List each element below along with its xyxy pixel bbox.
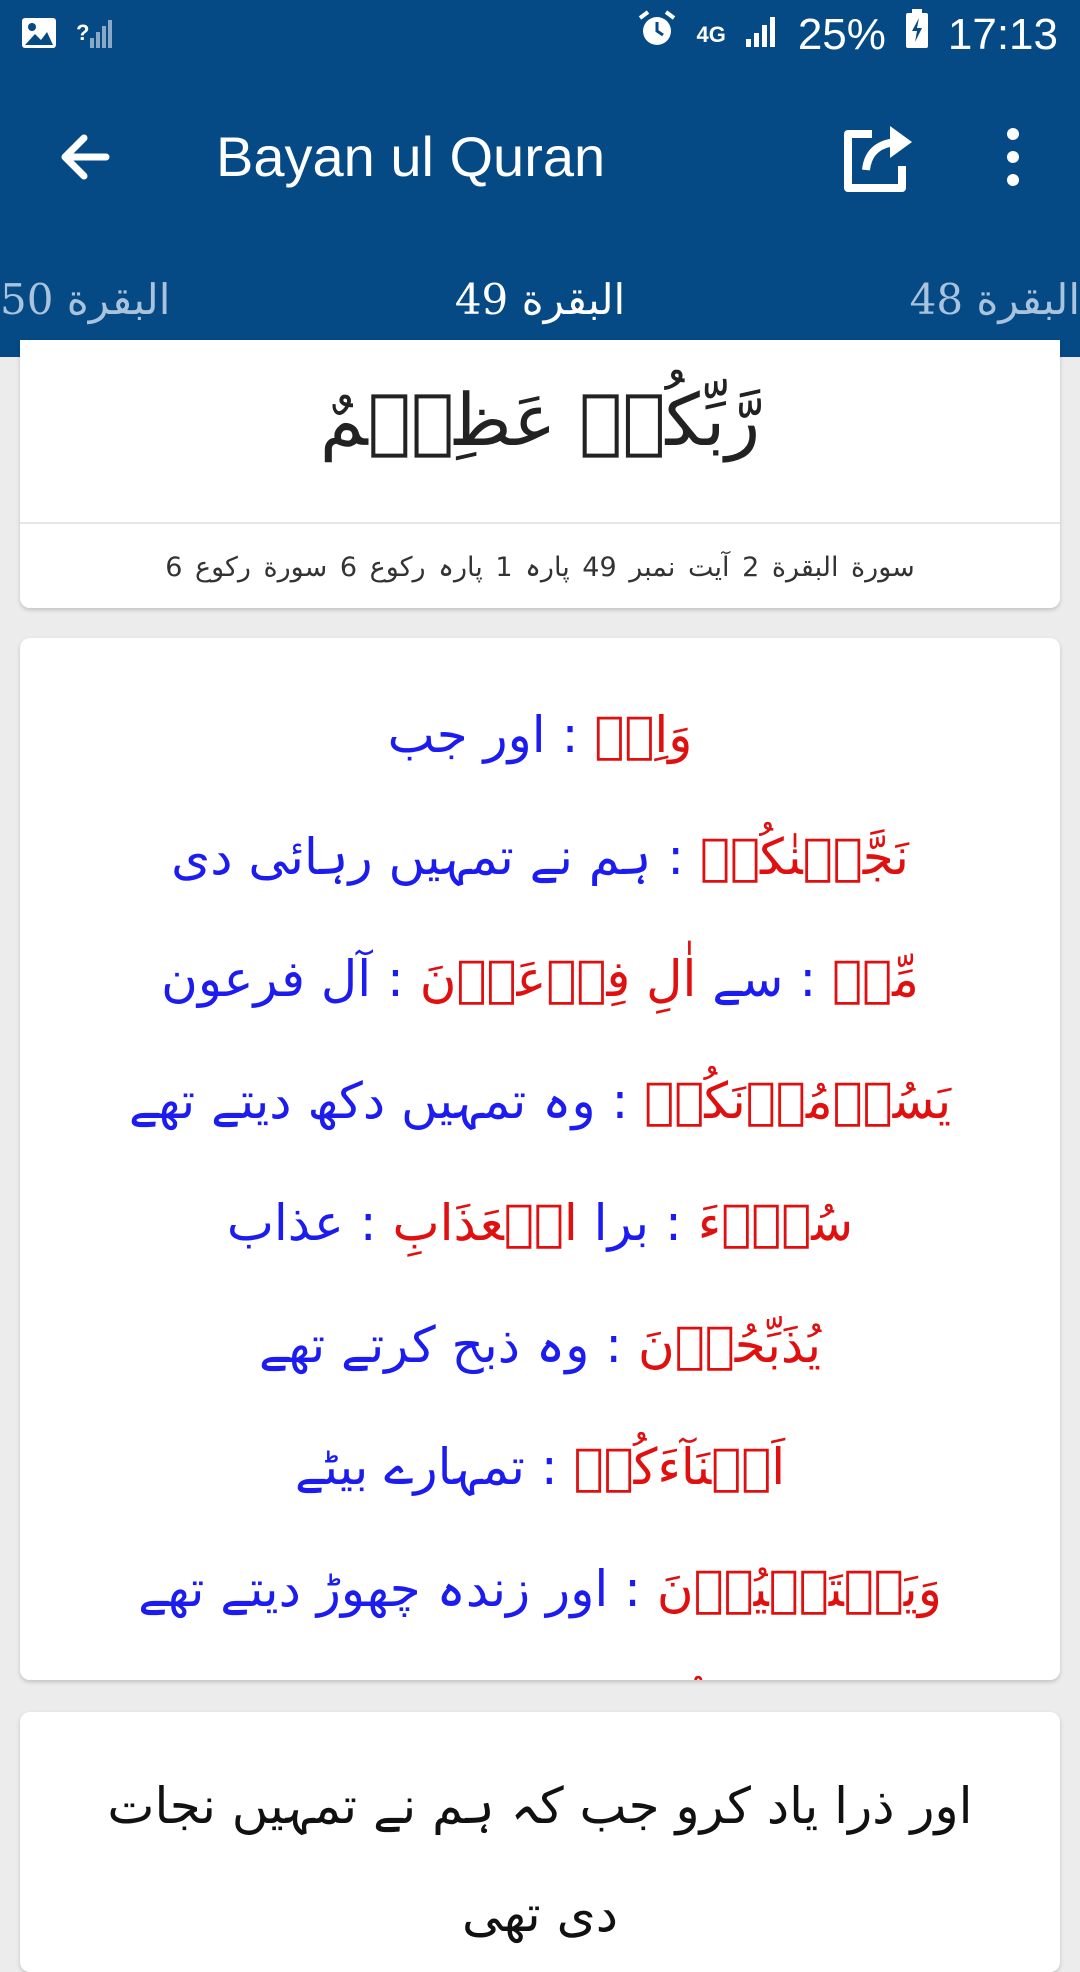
arabic-word: مِّنۡ (832, 950, 919, 1008)
divider (20, 522, 1060, 524)
battery-charging-icon (904, 8, 930, 61)
alarm-icon (636, 8, 678, 61)
translation-text (80, 1752, 1000, 1972)
image-notification-icon (20, 14, 58, 57)
urdu-meaning: وہ تمہیں دکھ دیتے تھے (128, 1072, 596, 1130)
back-button[interactable] (50, 122, 120, 192)
verse-reference: سورة البقرة 2 آیت نمبر 49 پارہ 1 پارہ رکوع 6 سورة رکوع 6 (165, 552, 915, 583)
word-pair[interactable] (227, 1194, 578, 1252)
clock-time: 17:13 (947, 9, 1058, 59)
separator: : (783, 950, 833, 1008)
word-pair[interactable] (594, 1194, 853, 1252)
arabic-word: الۡعَذَابِ (392, 1194, 578, 1252)
separator: : (545, 706, 595, 764)
arrow-left-icon (50, 122, 120, 192)
arabic-word: وَيَسۡتَحۡيُوۡنَ (656, 1560, 942, 1618)
app-bar (0, 72, 1080, 357)
word-pair[interactable] (129, 1072, 951, 1130)
arabic-word: يَسُوۡمُوۡنَكُمۡ (644, 1072, 952, 1130)
word-pair[interactable] (712, 950, 919, 1008)
svg-text:?: ? (76, 20, 90, 45)
arabic-word: اٰلِ فِرۡعَوۡنَ (419, 950, 697, 1008)
separator: : (589, 1316, 638, 1374)
urdu-meaning: آل فرعون (161, 950, 372, 1008)
arabic-word: اَبۡنَآءَكُمۡ (573, 1438, 786, 1496)
verse-arabic: رَّبِّكُمۡ عَظِيۡمٌ (319, 378, 761, 462)
tab-al-baqarah-50[interactable]: البقرة 50 (0, 275, 171, 324)
arabic-word: سُوۡٓءَ (697, 1194, 854, 1252)
word-by-word-list (60, 674, 1020, 1680)
share-button[interactable] (840, 120, 920, 196)
urdu-meaning: ہم نے تمہیں رہائی دی (171, 828, 652, 886)
signal-icon (744, 10, 780, 60)
status-bar (0, 0, 1080, 72)
word-pair[interactable] (138, 1560, 942, 1618)
arabic-word: وَاِذۡ (594, 706, 693, 764)
word-pair[interactable] (161, 950, 696, 1008)
separator: : (649, 1194, 698, 1252)
tab-al-baqarah-49[interactable]: البقرة 49 (454, 275, 626, 324)
translation-line (80, 1968, 1000, 1972)
separator: : (651, 828, 701, 886)
arabic-word: يُذَبِّحُوۡنَ (638, 1316, 822, 1374)
network-type: 4G (696, 21, 726, 47)
no-signal-icon (76, 14, 114, 57)
word-pair[interactable] (259, 1316, 821, 1374)
urdu-meaning: اور زندہ چھوڑ دیتے تھے (138, 1560, 609, 1618)
arabic-word: نَجَّيۡنٰكُمۡ (700, 828, 909, 886)
word-pair[interactable] (295, 1438, 785, 1496)
separator: : (608, 1560, 657, 1618)
urdu-meaning: تمہارے بیٹے (294, 1438, 525, 1496)
separator: : (371, 950, 420, 1008)
urdu-meaning: وہ ذبح کرتے تھے (258, 1316, 590, 1374)
verse-card (20, 340, 1060, 608)
status-right (636, 8, 1058, 61)
word-pair[interactable] (388, 706, 693, 764)
urdu-meaning: اور جب (387, 706, 546, 764)
separator: : (595, 1072, 645, 1130)
separator: : (343, 1194, 393, 1252)
word-pair[interactable] (171, 828, 909, 886)
tab-al-baqarah-48[interactable]: البقرة 48 (909, 275, 1080, 324)
more-options-button[interactable] (990, 124, 1036, 190)
app-title: Bayan ul Quran (216, 125, 606, 188)
separator: : (524, 1438, 574, 1496)
translation-line: اور ذرا یاد کرو جب کہ ہم نے تمہیں نجات دی تھی (107, 1777, 973, 1943)
battery-percent: 25% (797, 9, 886, 59)
word-by-word-card (20, 638, 1060, 1680)
translation-card (20, 1712, 1060, 1972)
urdu-meaning: برا (593, 1194, 650, 1252)
open-external-icon (840, 120, 920, 196)
urdu-meaning: سے (712, 950, 784, 1008)
status-left (20, 14, 114, 57)
urdu-meaning: عذاب (226, 1194, 344, 1252)
more-vert-icon (990, 124, 1036, 190)
